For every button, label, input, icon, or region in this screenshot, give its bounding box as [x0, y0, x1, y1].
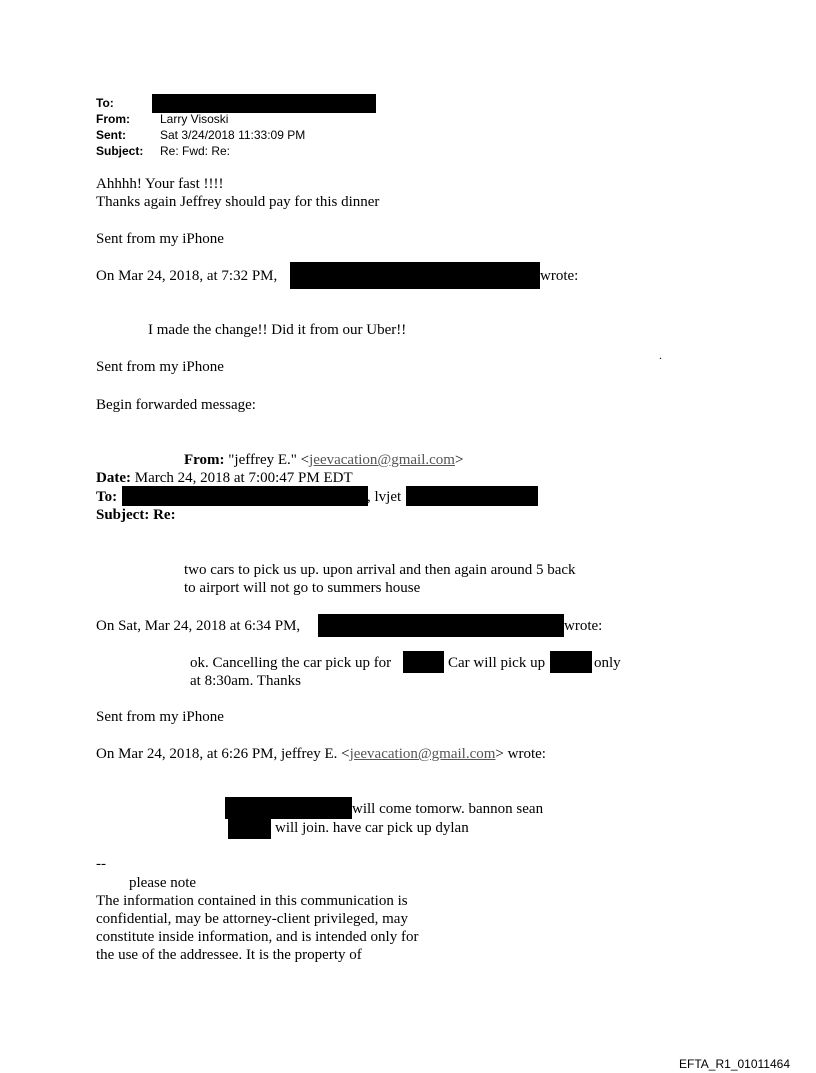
forwarded-subject: Subject: Re:: [96, 507, 176, 523]
document-id: EFTA_R1_01011464: [679, 1057, 790, 1071]
sent-value: Sat 3/24/2018 11:33:09 PM: [160, 128, 306, 142]
disclaimer-line-3: constitute inside information, and is intended only for: [96, 929, 419, 945]
quote2-body-a: ok. Cancelling the car pick up for: [190, 655, 392, 671]
quote1-body: I made the change!! Did it from our Uber!!: [148, 322, 407, 338]
subject-value: Re: Fwd: Re:: [160, 144, 231, 158]
quote1-wrote: wrote:: [540, 268, 579, 284]
sent-label: Sent:: [96, 128, 126, 142]
disclaimer-line-1: The information contained in this communication is: [96, 893, 408, 909]
forwarded-from-close: >: [454, 452, 464, 468]
subject-label: Subject:: [96, 144, 144, 158]
forwarded-from-label: From:: [184, 452, 225, 468]
forwarded-from: [184, 451, 463, 469]
forwarded-from-email-link[interactable]: jeevacation@gmail.com: [309, 452, 455, 468]
quote3-body-2: will join. have car pick up dylan: [275, 820, 469, 836]
quote2-body-c: only: [594, 655, 621, 671]
redaction-block: [228, 817, 271, 839]
redaction-block: [225, 797, 352, 819]
forwarded-to-middle: , lvjet: [367, 489, 402, 505]
disclaimer-note: please note: [129, 875, 197, 891]
redaction-block: [403, 651, 444, 673]
forwarded-from-name: "jeffrey E." <: [228, 452, 310, 468]
forwarded-date-value: March 24, 2018 at 7:00:47 PM EDT: [134, 470, 353, 486]
quote3-body-1: will come tomorw. bannon sean: [352, 801, 544, 817]
reply-signature: Sent from my iPhone: [96, 231, 224, 247]
quote3-email-link[interactable]: jeevacation@gmail.com: [349, 746, 496, 762]
quote3-intro: [96, 745, 546, 763]
from-label: From:: [96, 112, 130, 126]
reply-line-2: Thanks again Jeffrey should pay for this dinner: [96, 194, 380, 210]
quote3-intro-prefix: On Mar 24, 2018, at 6:26 PM, jeffrey E. <: [96, 746, 350, 762]
to-label: To:: [96, 96, 114, 110]
from-value: Larry Visoski: [160, 112, 229, 126]
quote3-intro-suffix: > wrote:: [495, 746, 546, 762]
quote2-body-b: Car will pick up: [448, 655, 546, 671]
redaction-block: [122, 486, 368, 506]
quote1-intro: On Mar 24, 2018, at 7:32 PM,: [96, 268, 278, 284]
disclaimer-line-4: the use of the addressee. It is the property of: [96, 947, 362, 963]
forwarded-body-1: two cars to pick us up. upon arrival and then again around 5 back: [184, 562, 576, 578]
redaction-block: [152, 94, 376, 113]
forwarded-date: [96, 469, 353, 487]
forwarded-body-2: to airport will not go to summers house: [184, 580, 421, 596]
quote2-wrote: wrote:: [564, 618, 603, 634]
quote2-signature: Sent from my iPhone: [96, 709, 224, 725]
forward-note: Begin forwarded message:: [96, 397, 256, 413]
stray-mark: .: [659, 348, 662, 362]
disclaimer-line-2: confidential, may be attorney-client privileged, may: [96, 911, 408, 927]
signature-dashes: --: [96, 856, 106, 872]
reply-line-1: Ahhhh! Your fast !!!!: [96, 176, 224, 192]
forwarded-to-label: To:: [96, 489, 118, 505]
redaction-block: [550, 651, 592, 673]
redaction-block: [290, 262, 540, 289]
redaction-block: [318, 614, 564, 637]
redaction-block: [406, 486, 538, 506]
forwarded-date-label: Date:: [96, 470, 131, 486]
quote2-body-2: at 8:30am. Thanks: [190, 673, 301, 689]
quote2-intro: On Sat, Mar 24, 2018 at 6:34 PM,: [96, 618, 301, 634]
quote1-signature: Sent from my iPhone: [96, 359, 224, 375]
